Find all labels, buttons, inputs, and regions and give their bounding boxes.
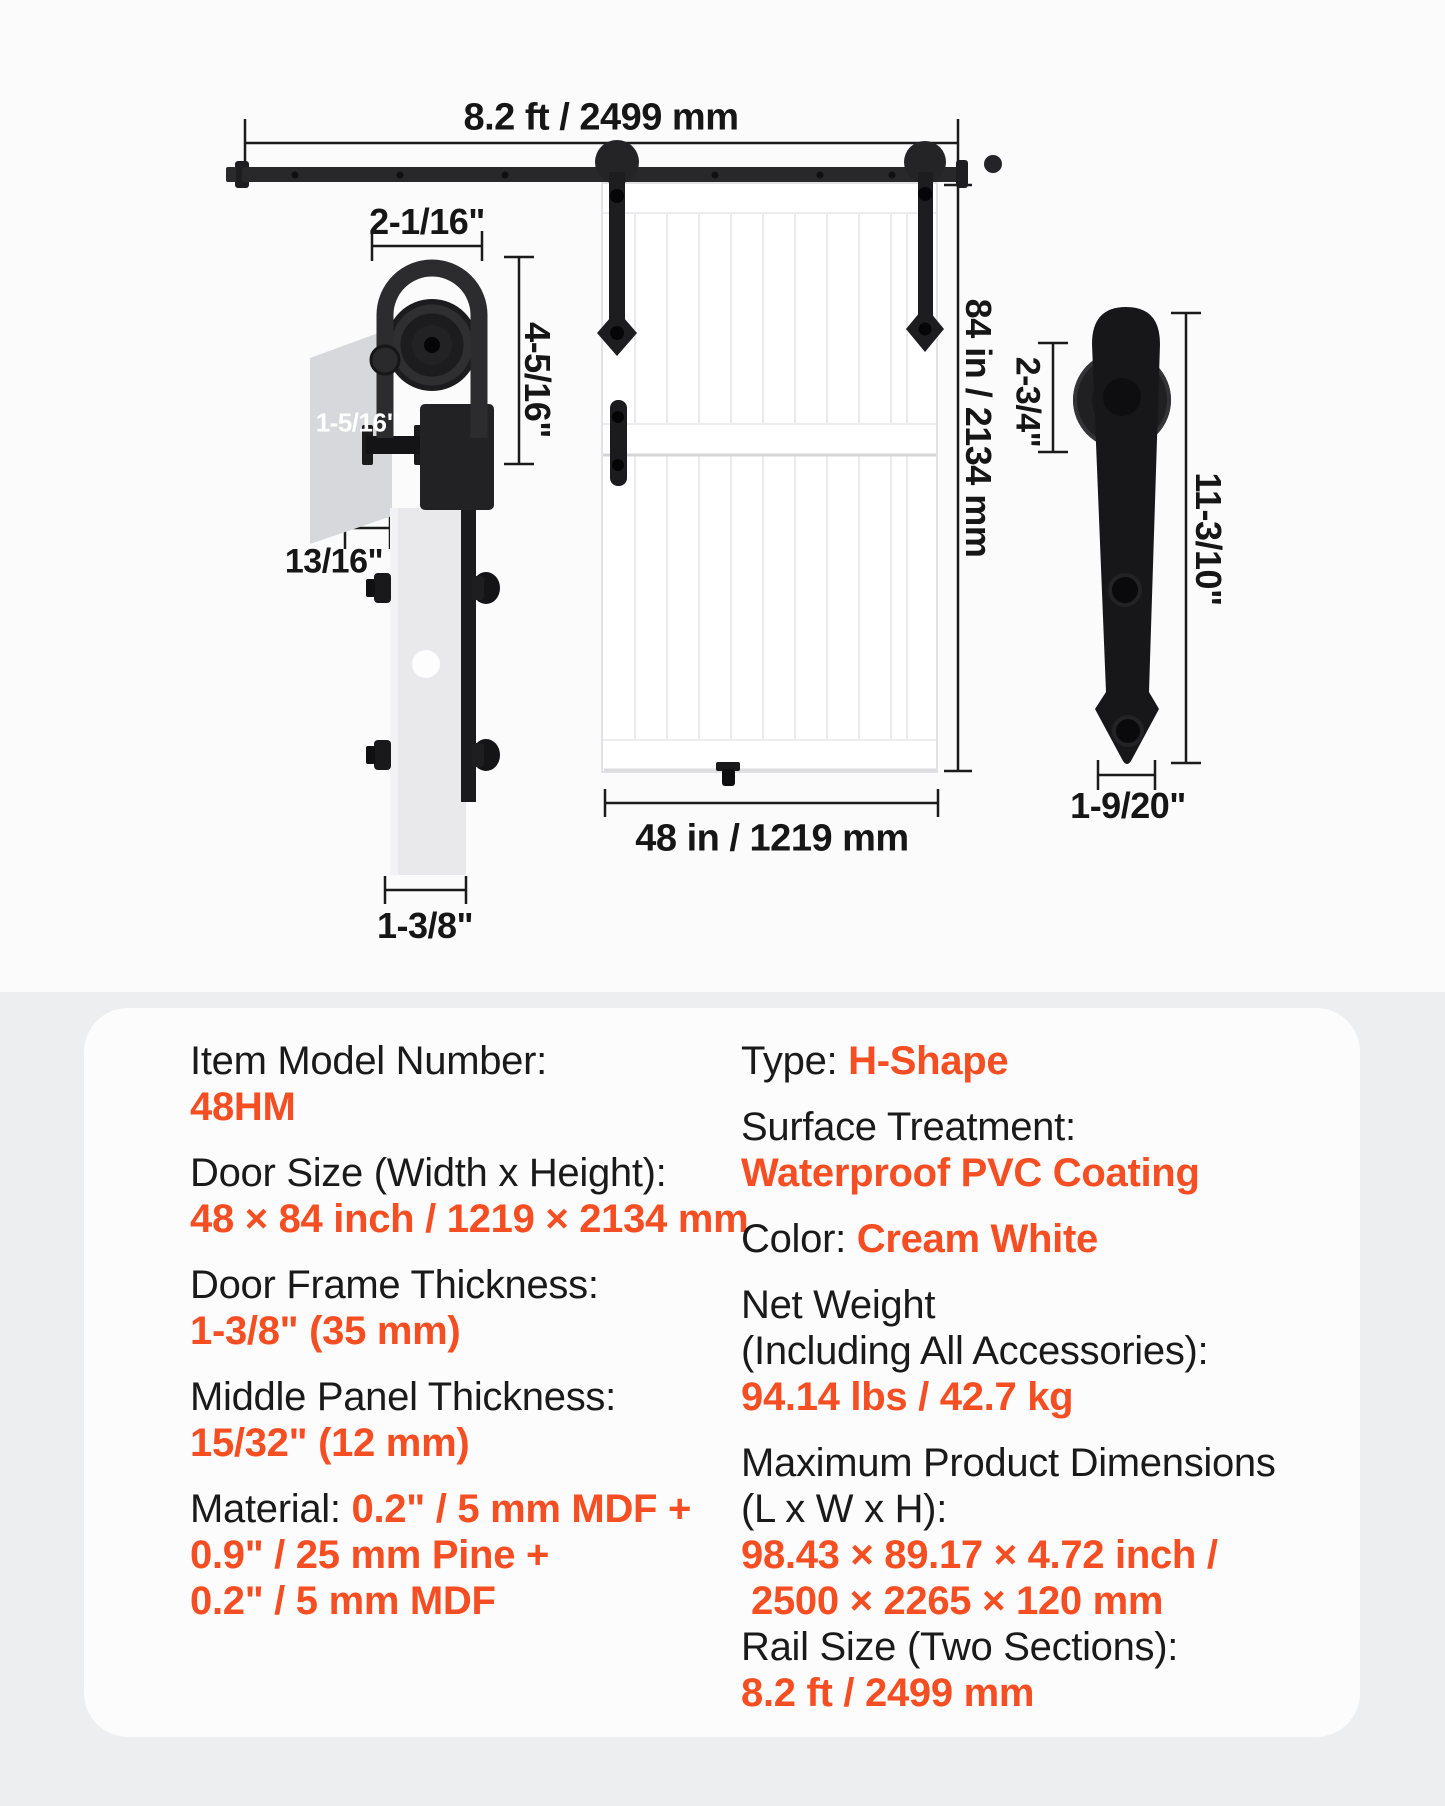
spec-label: Rail Size (Two Sections): xyxy=(741,1625,1179,1669)
spec-material xyxy=(190,1486,770,1624)
dim-label-roller-height: 4-5/16" xyxy=(517,322,558,438)
spec-net-weight xyxy=(741,1282,1341,1420)
spec-card xyxy=(84,1008,1360,1737)
spec-column-left xyxy=(190,1038,770,1644)
spec-material-line3: 0.2" / 5 mm MDF xyxy=(190,1579,496,1623)
dim-label-strap-length: 11-3/10" xyxy=(1188,472,1229,606)
dim-label-strap-roller-diameter: 2-3/4" xyxy=(1008,356,1047,448)
spec-column-right xyxy=(741,1038,1341,1736)
spec-label: Item Model Number: xyxy=(190,1039,547,1083)
spec-label: Net Weight xyxy=(741,1283,936,1327)
spec-label: Color: xyxy=(741,1217,846,1261)
dim-label-axle-length: 1-5/16" xyxy=(315,407,399,438)
spec-label: (Including All Accessories): xyxy=(741,1329,1209,1373)
door-handle xyxy=(610,400,627,486)
spec-value: H-Shape xyxy=(848,1039,1009,1083)
spec-value: Waterproof PVC Coating xyxy=(741,1151,1200,1195)
spec-label: Door Frame Thickness: xyxy=(190,1263,599,1307)
spec-value: 0.2" / 5 mm MDF + xyxy=(351,1487,692,1531)
spec-value: 1-3/8" (35 mm) xyxy=(190,1309,461,1353)
spec-item-model xyxy=(190,1038,770,1130)
spec-value: 2500 × 2265 × 120 mm xyxy=(751,1579,1164,1623)
spec-label: Door Size (Width x Height): xyxy=(190,1151,667,1195)
spec-value: 15/32" (12 mm) xyxy=(190,1421,470,1465)
spec-door-frame-thickness xyxy=(190,1262,770,1354)
spec-material-line1 xyxy=(190,1486,770,1532)
dim-label-door-width: 48 in / 1219 mm xyxy=(635,817,909,860)
dim-label-roller-top-width: 2-1/16" xyxy=(369,201,485,242)
dim-label-door-height: 84 in / 2134 mm xyxy=(958,298,999,558)
spec-label: Surface Treatment: xyxy=(741,1105,1076,1149)
spec-value: Cream White xyxy=(856,1217,1098,1261)
floor-guide xyxy=(716,762,740,786)
spec-label: Type: xyxy=(741,1039,838,1083)
spec-value: 48 × 84 inch / 1219 × 2134 mm xyxy=(190,1197,749,1241)
strap-detail-graphic xyxy=(1073,307,1171,764)
spec-label: Maximum Product Dimensions xyxy=(741,1441,1276,1485)
spec-surface-treatment xyxy=(741,1104,1341,1196)
spec-material-line2: 0.9" / 25 mm Pine + xyxy=(190,1533,550,1577)
dim-label-wall-clearance: 13/16" xyxy=(284,542,384,581)
door-edge-section xyxy=(390,508,466,875)
dim-label-rail-length: 8.2 ft / 2499 mm xyxy=(463,96,739,139)
spec-type xyxy=(741,1038,1341,1084)
spec-label: Material: xyxy=(190,1487,341,1531)
spec-middle-panel-thickness xyxy=(190,1374,770,1466)
dim-label-door-edge-thickness: 1-3/8" xyxy=(376,905,474,946)
spec-value: 48HM xyxy=(190,1085,296,1129)
spec-label: (L x W x H): xyxy=(741,1487,948,1531)
spec-value: 94.14 lbs / 42.7 kg xyxy=(741,1375,1074,1419)
spec-label: Middle Panel Thickness: xyxy=(190,1375,616,1419)
dim-label-strap-tip-width: 1-9/20" xyxy=(1070,785,1186,826)
spec-value: 8.2 ft / 2499 mm xyxy=(741,1671,1035,1715)
spec-door-size xyxy=(190,1150,770,1242)
spec-max-dimensions xyxy=(741,1440,1341,1716)
spec-value: 98.43 × 89.17 × 4.72 inch / xyxy=(741,1533,1218,1577)
door-graphic xyxy=(602,183,937,772)
spec-color xyxy=(741,1216,1341,1262)
